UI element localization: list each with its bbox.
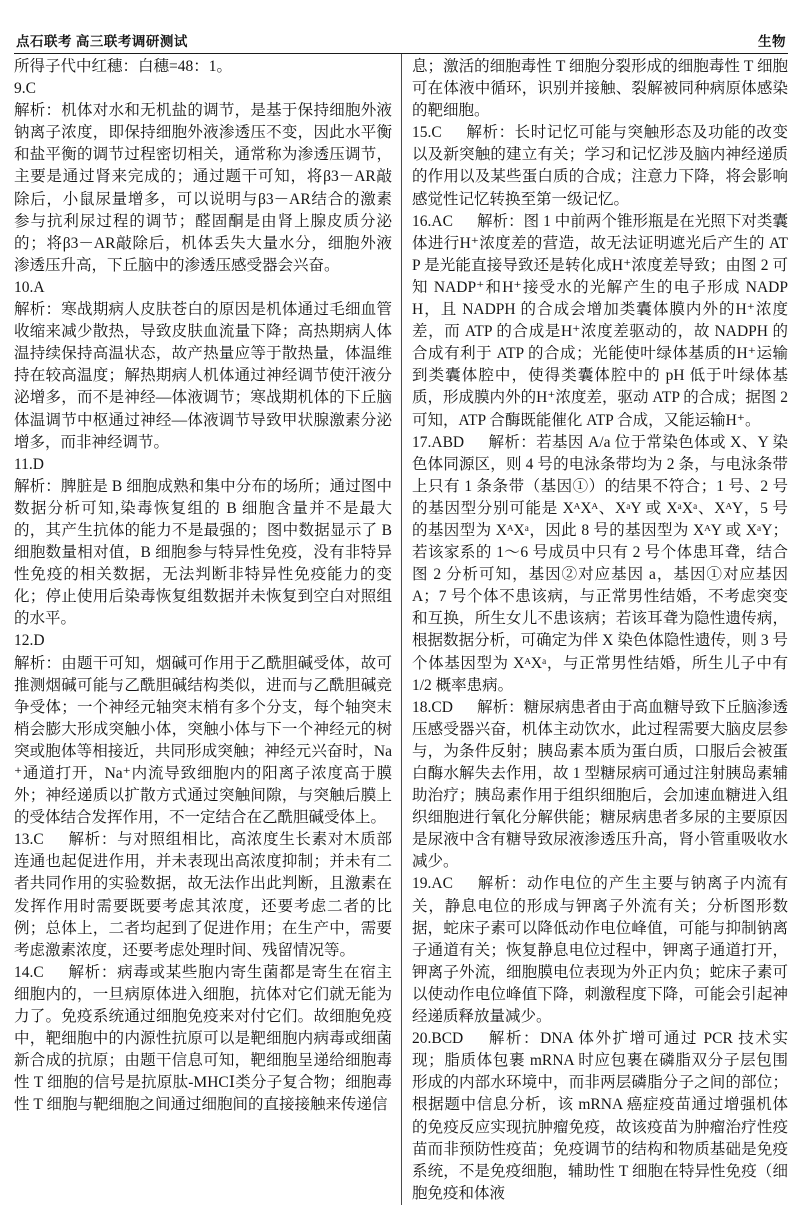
answer-block — [14, 962, 392, 1117]
answer-block — [412, 1028, 788, 1205]
paragraph — [14, 299, 392, 454]
block-text: 解析：图 1 中前两个锥形瓶是在光照下对类囊体进行H⁺浓度差的营造，故无法证明遮光后产生的 ATP 是光能直接导致还是转化成H⁺浓度差导致；由图 2 可知 NADP⁺和H⁺接受水的光解产生的电子形成 NADPH，且 NADPH 的合成会增加类囊体膜内外的H⁺浓度差，而 ATP 的合成是H⁺浓度差驱动的，故 NADPH 的合成有利于 ATP 的合成；光能使叶绿体基质的H⁺运输到类囊体腔中，使得类囊体腔中的 pH 低于叶绿体基质，形成膜内外的H⁺浓度差，驱动 ATP 的合成；据图 2 可知，ATP 合酶既能催化 ATP 合成，又能运输H⁺。 — [412, 212, 788, 429]
block-text: 解析：糖尿病患者由于高血糖导致下丘脑渗透压感受器兴奋，机体主动饮水，此过程需要大脑皮层参与，为条件反射；胰岛素本质为蛋白质，口服后会被蛋白酶水解失去作用，故 1 型糖尿病可通过注射胰岛素辅助治疗；胰岛素作用于组织细胞后，会加速血糖进入组织细胞进行氧化分解供能；糖尿病患者多尿的主要原因是尿液中含有糖导致尿液渗透压升高，肾小管重吸收水减少。 — [412, 698, 788, 871]
header-exam-title: 点石联考 高三联考调研测试 — [16, 34, 188, 49]
two-column-body — [14, 54, 788, 1205]
block-text: 解析：若基因 A/a 位于常染色体或 X、Y 染色体同源区，则 4 号的电泳条带均为 2 条，与电泳条带上只有 1 条条带（基因①）的结果不符合；1 号、2 号的基因型分别可能是 XᴬXᴬ、XᵃY 或 XᵃXᵃ、XᴬY，5 号的基因型为 XᴬXᵃ，因此 8 号的基因型为 XᴬY 或 XᵃY；若该家系的 1～6 号成员中只有 2 号个体患耳聋，结合图 2 分析可知，基因②对应基因 a，基因①对应基因 A；7 号个体不患该病，与正常男性结婚，不考虑突变和互换，所生女儿不患该病；若该耳聋为隐性遗传病，根据数据分析，可确定为伴 X 染色体隐性遗传，则 3 号个体基因型为 XᴬXᵃ，与正常男性结婚，所生儿子中有 1/2 概率患病。 — [412, 433, 788, 694]
left-column — [14, 54, 401, 1205]
header-subject-label: 生物 — [758, 34, 786, 49]
answer-label: 20.BCD — [412, 1030, 464, 1048]
answer-label: 15.C — [412, 124, 442, 142]
answer-block — [412, 432, 788, 697]
paragraph — [14, 100, 392, 277]
answer-label: 19.AC — [412, 875, 453, 893]
block-text: 解析：动作电位的产生主要与钠离子内流有关，静息电位的形成与钾离子外流有关；分析图形数据，蛇床子素可以降低动作电位峰值，可能与抑制钠离子通道有关；恢复静息电位过程中，钾离子通道打开，钾离子外流，细胞膜电位表现为外正内负；蛇床子素可以使动作电位峰值下降，刺激程度下降，可能会引起神经递质释放量减少。 — [412, 875, 788, 1026]
block-text: 解析：由题干可知，烟碱可作用于乙酰胆碱受体，故可推测烟碱可能与乙酰胆碱结构类似，进而与乙酰胆碱竞争受体；一个神经元轴突末梢有多个分支，每个轴突末梢会膨大形成突触小体，突触小体与下一个神经元的树突或胞体等相接近，共同形成突触；神经元兴奋时，Na⁺通道打开，Na⁺内流导致细胞内的阳离子浓度高于膜外；神经递质以扩散方式通过突触间隙，与突触后膜上的受体结合发挥作用，不一定结合在乙酰胆碱受体上。 — [14, 654, 392, 827]
answer-label: 9.C — [14, 80, 36, 98]
right-column — [401, 54, 788, 1205]
block-text: 解析：机体对水和无机盐的调节，是基于保持细胞外液钠离子浓度，即保持细胞外液渗透压不变，因此水平衡和盐平衡的调节过程密切相关，通常称为渗透压调节，主要是通过肾来完成的；通过题干可知，将β3－AR敲除后，小鼠尿量增多，可以说明与β3－AR结合的激素参与抗利尿过程的调节；醛固酮是由肾上腺皮质分泌的；将β3－AR敲除后，机体丢失大量水分，细胞外液渗透压升高，下丘脑中的渗透压感受器会兴奋。 — [14, 102, 392, 274]
answer-block — [14, 277, 392, 299]
answer-label: 17.ABD — [412, 433, 465, 451]
paragraph — [412, 56, 788, 122]
answer-label: 10.A — [14, 278, 45, 296]
answer-label: 11.D — [14, 455, 44, 473]
answer-block — [14, 630, 392, 652]
block-text: 解析：DNA 体外扩增可通过 PCR 技术实现；脂质体包裹 mRNA 时应包裹在磷脂双分子层包围形成的内部水环境中，而非两层磷脂分子之间的部位；根据题中信息分析，该 mRNA 癌症疫苗通过增强机体的免疫反应实现抗肿瘤免疫，故该疫苗为肿瘤治疗性疫苗而非预防性疫苗；免疫调节的结构和物质基础是免疫系统，不是免疫细胞，辅助性 T 细胞在特异性免疫（细胞免疫和体液 — [412, 1030, 788, 1202]
block-text: 所得子代中红穗：白穗=48：1。 — [14, 58, 232, 75]
answer-block — [412, 697, 788, 874]
block-text: 解析：长时记忆可能与突触形态及功能的改变以及新突触的建立有关；学习和记忆涉及脑内神经递质的作用以及某些蛋白质的合成；注意力下降，将会影响感觉性记忆转换至第一级记忆。 — [412, 124, 788, 208]
answer-block — [14, 78, 392, 100]
answer-block — [14, 454, 392, 476]
paragraph — [14, 476, 392, 631]
answer-label: 18.CD — [412, 698, 453, 716]
block-text: 解析：脾脏是 B 细胞成熟和集中分布的场所；通过图中数据分析可知,染毒恢复组的 B 细胞含量并不是最大的，其产生抗体的能力不是最强的；图中数据显示了 B 细胞数量相对值，B 细胞参与特异性免疫，没有非特异性免疫的相关数据，无法判断非特异性免疫能力的变化；停止使用后染毒恢复组数据并未恢复到空白对照组的水平。 — [14, 477, 392, 628]
block-text: 解析：与对照组相比，高浓度生长素对木质部连通也起促进作用，并未表现出高浓度抑制；并未有二者共同作用的实验数据，故无法作出此判断，且激素在发挥作用时需要既要考虑其浓度，还要考虑二者的比例；总体上，二者均起到了促进作用；在生产中，需要考虑激素浓度，还要考虑处理时间、残留情况等。 — [14, 831, 392, 959]
paragraph — [14, 653, 392, 830]
answer-block — [412, 122, 788, 210]
answer-label: 16.AC — [412, 212, 453, 230]
answer-label: 13.C — [14, 831, 44, 849]
answer-block — [14, 829, 392, 962]
answer-block — [412, 873, 788, 1028]
paragraph — [14, 56, 392, 78]
block-text: 解析：寒战期病人皮肤苍白的原因是机体通过毛细血管收缩来减少散热，导致皮肤血流量下降；高热期病人体温持续保持高温状态，故产热量应等于散热量，体温维持在较高温度；解热期病人机体通过神经调节使汗液分泌增多，而不是神经—体液调节；寒战期机体的下丘脑体温调节中枢通过神经—体液调节导致甲状腺激素分泌增多，而非神经调节。 — [14, 301, 392, 451]
page-header — [14, 30, 788, 54]
block-text: 解析：病毒或某些胞内寄生菌都是寄生在宿主细胞内的，一旦病原体进入细胞，抗体对它们就无能为力了。免疫系统通过细胞免疫来对付它们。故细胞免疫中，靶细胞中的内源性抗原可以是靶细胞内病毒或细菌新合成的抗原；由题干信息可知，靶细胞呈递给细胞毒性 T 细胞的信号是抗原肽-MHCⅠ类分子复合物；细胞毒性 T 细胞与靶细胞之间通过细胞间的直接接触来传递信 — [14, 963, 392, 1114]
answer-block — [412, 211, 788, 432]
answer-label: 14.C — [14, 963, 44, 981]
block-text: 息；激活的细胞毒性 T 细胞分裂形成的细胞毒性 T 细胞可在体液中循环，识别并接触、裂解被同种病原体感染的靶细胞。 — [412, 58, 788, 120]
answer-label: 12.D — [14, 632, 45, 650]
